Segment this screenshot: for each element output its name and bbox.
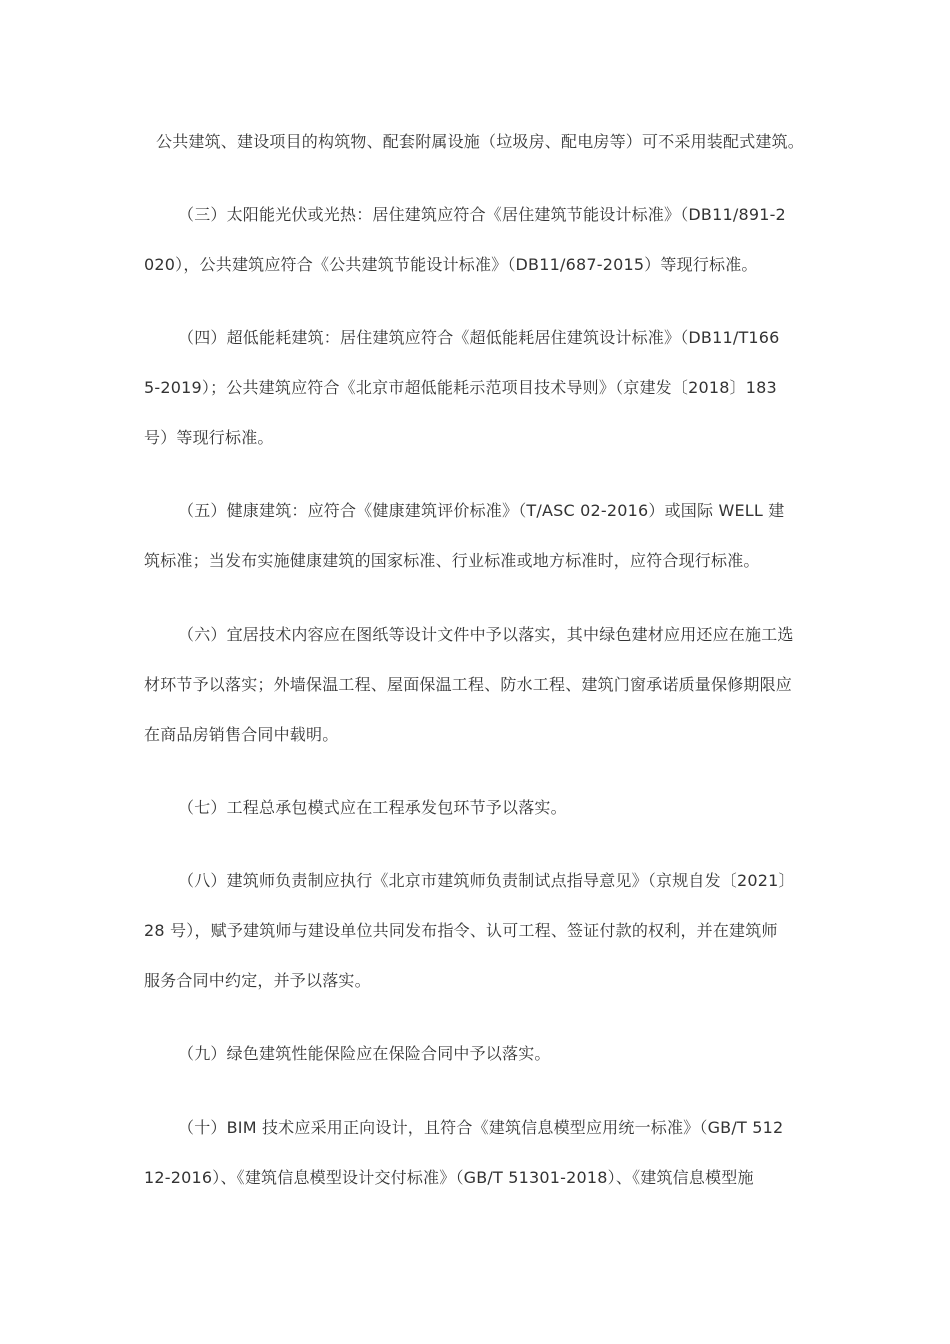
paragraph-line: 服务合同中约定，并予以落实。 [144,971,371,990]
paragraph-line: 材环节予以落实；外墙保温工程、屋面保温工程、防水工程、建筑门窗承诺质量保修期限应 [144,675,793,694]
paragraph-line: 号）等现行标准。 [144,428,274,447]
paragraph-line: （三）太阳能光伏或光热：居住建筑应符合《居住建筑节能设计标准》（DB11/891-2 [178,205,786,224]
paragraph-line: 在商品房销售合同中载明。 [144,725,339,744]
paragraph-line: 28 号），赋予建筑师与建设单位共同发布指令、认可工程、签证付款的权利，并在建筑师 [144,921,778,940]
paragraph-line: 12-2016）、《建筑信息模型设计交付标准》（GB/T 51301-2018）、《建筑信息模型施 [144,1168,754,1187]
paragraph-line: （六）宜居技术内容应在图纸等设计文件中予以落实，其中绿色建材应用还应在施工选 [178,625,794,644]
paragraph-line: （七）工程总承包模式应在工程承发包环节予以落实。 [178,798,567,817]
paragraph-line: 筑标准；当发布实施健康建筑的国家标准、行业标准或地方标准时，应符合现行标准。 [144,551,760,570]
paragraph-line: （八）建筑师负责制应执行《北京市建筑师负责制试点指导意见》（京规自发〔2021〕 [178,871,795,890]
paragraph-line: 5-2019）；公共建筑应符合《北京市超低能耗示范项目技术导则》（京建发〔2018〕183 [144,378,777,397]
paragraph-line: 020），公共建筑应符合《公共建筑节能设计标准》（DB11/687-2015）等现行标准。 [144,255,758,274]
paragraph-line: （十）BIM 技术应采用正向设计，且符合《建筑信息模型应用统一标准》（GB/T 512 [178,1118,784,1137]
paragraph-line: （九）绿色建筑性能保险应在保险合同中予以落实。 [178,1044,551,1063]
paragraph-line: （五）健康建筑：应符合《健康建筑评价标准》（T/ASC 02-2016）或国际 WELL 建 [178,501,785,520]
paragraph-line: （四）超低能耗建筑：居住建筑应符合《超低能耗居住建筑设计标准》（DB11/T166 [178,328,780,347]
paragraph-line: 公共建筑、建设项目的构筑物、配套附属设施（垃圾房、配电房等）可不采用装配式建筑。 [156,132,805,151]
